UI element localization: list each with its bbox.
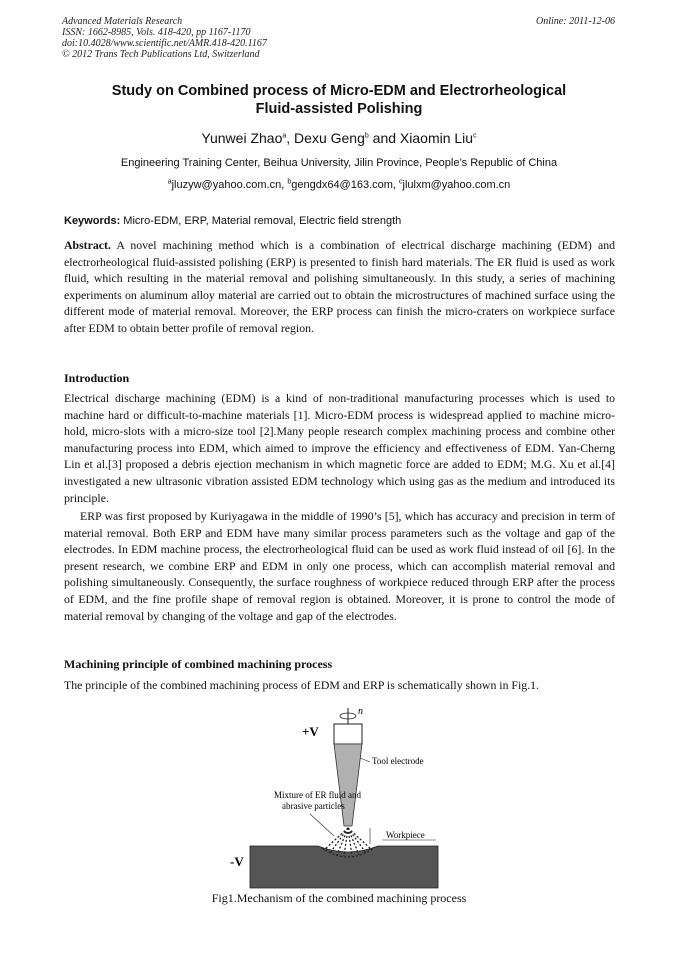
journal-issn: ISSN: 1662-8985, Vols. 418-420, pp 1167-1170	[62, 27, 251, 38]
author-superscript: b	[364, 132, 369, 140]
journal-name: Advanced Materials Research	[62, 16, 183, 27]
journal-copyright: © 2012 Trans Tech Publications Ltd, Switzerland	[62, 49, 260, 60]
author-separator: and	[368, 130, 400, 146]
keywords-text: Micro-EDM, ERP, Material removal, Electric field strength	[120, 215, 402, 227]
online-date: Online: 2011-12-06	[536, 16, 615, 27]
author-name: Xiaomin Liu	[399, 130, 474, 146]
keywords	[64, 214, 616, 228]
title-line-1: Study on Combined process of Micro-EDM and Electrorheological	[111, 83, 567, 99]
abstract	[64, 237, 615, 337]
author-name: Yunwei Zhao	[201, 130, 283, 146]
mechanism-diagram	[210, 700, 470, 890]
title-line-2: Fluid-assisted Polishing	[255, 101, 423, 117]
paper-title	[40, 82, 638, 118]
figure-1	[210, 700, 470, 890]
section-heading-introduction: Introduction	[64, 371, 130, 385]
abstract-text: A novel machining method which is a combination of electrical discharge machining (EDM) and electrorheological fluid-assisted polishing (ERP) is presented to finish hard materials. The ER fluid is used as work fluid, which resulting in the material removal and polishing simultaneously. In this study, a series of machining experiments on aluminum alloy material are carried out to obtain the microstructures of machined surface using the different mode of material removal. Moreover, the ERP process can finish the micro-craters on workpiece surface after EDM to obtain better profile of removal region.	[64, 238, 615, 335]
email-superscript: c	[399, 178, 403, 186]
section-heading-machining-principle: Machining principle of combined machining process	[64, 657, 333, 671]
mixture-leader-line	[310, 814, 334, 836]
positive-voltage-label: +V	[302, 724, 319, 739]
email-superscript: a	[167, 178, 172, 186]
tool-leader-line	[360, 758, 370, 762]
author-emails	[40, 178, 638, 192]
author-list	[40, 129, 638, 147]
workpiece-label: Workpiece	[386, 830, 425, 840]
email-address: jlulxm@yahoo.com.cn	[402, 179, 511, 191]
mixture-label-line-1: Mixture of ER fluid and	[274, 790, 361, 800]
author-superscript: c	[473, 132, 477, 140]
author-separator: ,	[286, 130, 295, 146]
author-name: Dexu Geng	[294, 130, 365, 146]
keywords-label: Keywords:	[64, 215, 121, 227]
tool-electrode-label: Tool electrode	[372, 756, 424, 766]
abstract-label: Abstract.	[64, 238, 111, 252]
email-address: gengdx64@163.com,	[291, 179, 400, 191]
email-superscript: b	[287, 178, 292, 186]
tool-electrode	[334, 744, 362, 826]
journal-doi: doi:10.4028/www.scientific.net/AMR.418-420.1167	[62, 38, 267, 49]
intro-paragraph-2: ERP was first proposed by Kuriyagawa in the middle of 1990’s [5], which has accuracy and precision in term of material removal. Both ERP and EDM have many similar process parameters such as the voltage and gap of the electrodes. In EDM machine process, the electrorheological fluid can be used as work fluid instead of oil [6]. In the present research, we combine ERP and EDM in only one process, which can accomplish material removal and polishing simultaneously. Consequently, the surface roughness of workpiece reduced through ERP after the process of EDM, and the fine profile shape of removal region is obtained. Moreover, it is prone to control the mode of material removal by changing of the voltage and gap of the electrodes.	[64, 509, 615, 623]
intro-paragraph-1: Electrical discharge machining (EDM) is a kind of non-traditional manufacturing processes which is used to machine hard or difficult-to-machine materials [1]. Micro-EDM process is widespread applied to machine micro-hold, micro-slots with a micro-size tool [2].Many people research complex machining process and combine other manufacturing process into EDM, which aimed to improve the efficiency and effectiveness of EDM. Yan-Cherng Lin et al.[3] proposed a debris ejection mechanism in which magnetic force are added to EDM; M.G. Xu et al.[4] investigated a new ultrasonic vibration assisted EDM technology which using gas as the medium and introduced its principle.	[64, 391, 615, 505]
negative-voltage-label: -V	[230, 854, 244, 869]
tool-holder	[334, 724, 362, 744]
figure-caption: Fig1.Mechanism of the combined machining process	[211, 891, 467, 905]
author-superscript: a	[282, 132, 287, 140]
journal-header	[62, 16, 267, 60]
affiliation: Engineering Training Center, Beihua University, Jilin Province, People’s Republic of China	[120, 157, 558, 169]
machining-paragraph-1: The principle of the combined machining process of EDM and ERP is schematically shown in Fig.1.	[64, 678, 539, 692]
email-address: jluzyw@yahoo.com.cn,	[171, 179, 288, 191]
mixture-label-line-2: abrasive particles	[282, 801, 345, 811]
rotation-label: n	[358, 706, 363, 717]
